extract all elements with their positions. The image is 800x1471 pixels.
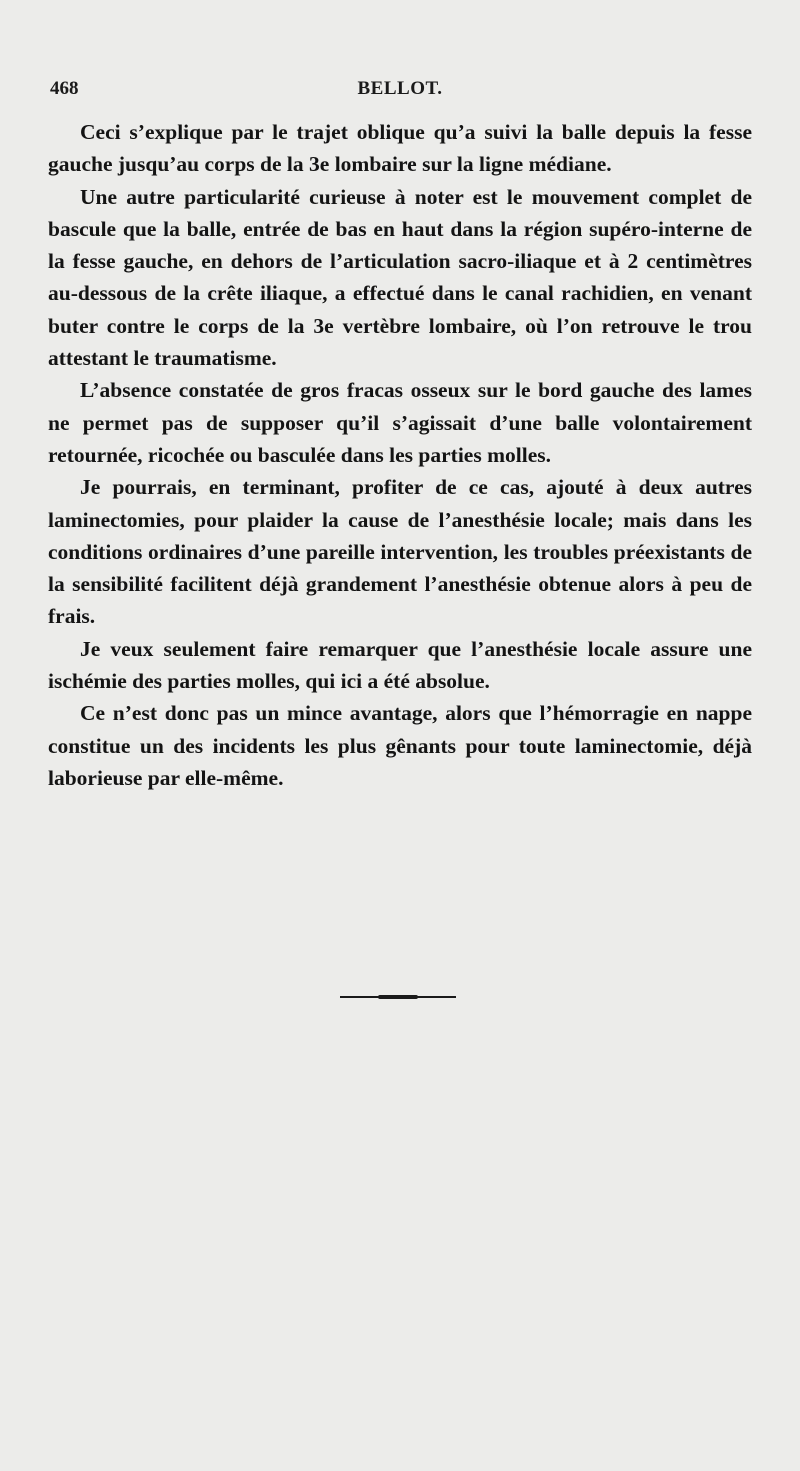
page-number: 468 — [50, 78, 79, 99]
paragraph: Ceci s’explique par le trajet oblique qu’a suivi la balle depuis la fesse gauche jusqu’au corps de la 3e lombaire sur la ligne médiane. — [48, 120, 752, 177]
paragraph: Je veux seulement faire remarquer que l’anesthésie locale assure une ischémie des parties molles, qui ici a été absolue. — [48, 636, 752, 694]
paragraph: Ce n’est donc pas un mince avantage, alors que l’hémorragie en nappe constitue un des incidents les plus gênants pour toute laminectomie, déjà laborieuse par elle-même. — [48, 701, 752, 790]
page-header — [50, 78, 750, 104]
paragraph: Une autre particularité curieuse à noter est le mouvement complet de bascule que la balle, entrée de bas en haut dans la région supéro-interne de la fesse gauche, en dehors de l’articulation sacro-iliaque et à 2 centimètres au-dessous de la crête iliaque, a effectué dans le canal rachidien, en venant buter contre le corps de la 3e vertèbre lombaire, où l’on retrouve le trou attestant le traumatisme. — [48, 184, 752, 371]
paragraph: L’absence constatée de gros fracas osseux sur le bord gauche des lames ne permet pas de supposer qu’il s’agissait d’une balle volontairement retournée, ricochée ou basculée dans les parties molles. — [48, 378, 752, 467]
body-text — [48, 116, 752, 794]
running-head: BELLOT. — [357, 78, 443, 99]
paragraph: Je pourrais, en terminant, profiter de ce cas, ajouté à deux autres laminectomies, pour plaider la cause de l’anesthésie locale; mais dans les conditions ordinaires d’une pareille intervention, les troubles préexistants de la sensibilité facilitent déjà grandement l’anesthésie obtenue alors à peu de frais. — [48, 475, 752, 629]
section-end-rule — [340, 996, 456, 998]
